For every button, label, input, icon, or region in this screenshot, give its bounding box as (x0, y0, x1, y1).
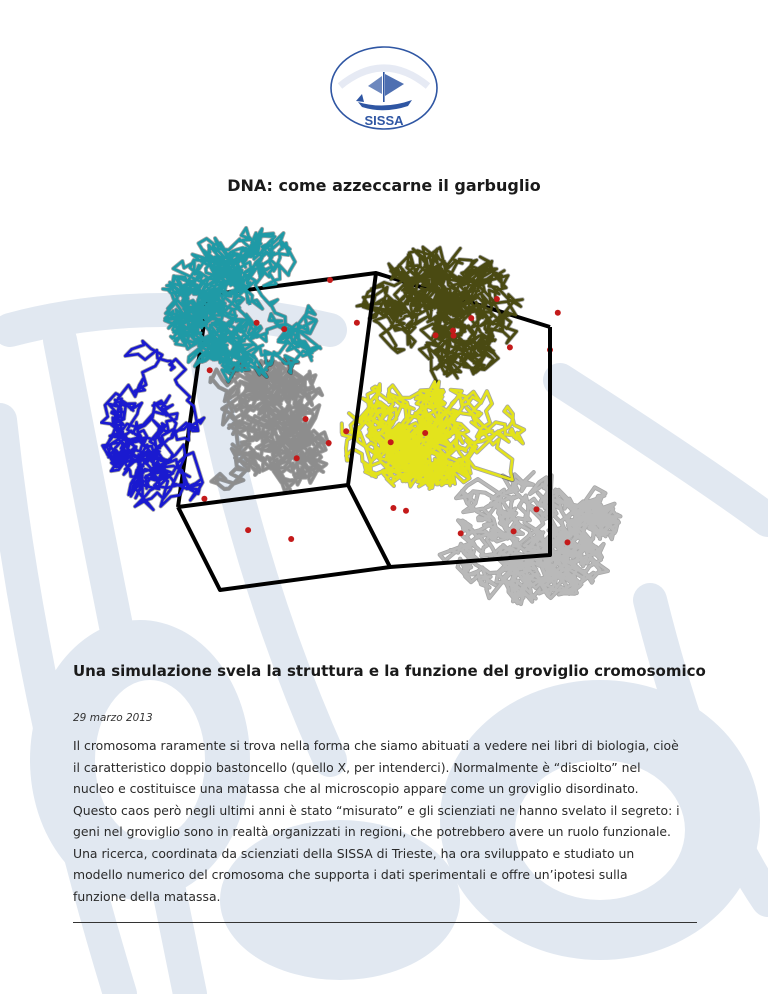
sissa-logo (328, 44, 440, 132)
red-bead (281, 326, 287, 332)
yellow-domain (342, 382, 524, 489)
red-bead (451, 333, 457, 339)
body-line: nucleo e costituisce una matassa che al microscopio appare come un groviglio disordinato. (73, 781, 639, 796)
body-line: il caratteristico doppio bastoncello (quello X, per intenderci). Normalmente è “disciolto” nel (73, 759, 641, 775)
blue-domain (101, 341, 204, 510)
red-bead (354, 320, 360, 326)
olive-domain (357, 247, 523, 381)
red-bead (534, 506, 540, 512)
red-bead (288, 536, 294, 542)
body-line: geni nel groviglio sono in realtà organizzati in regioni, che potrebbero avere un ruolo funzionale. (73, 824, 671, 839)
red-bead (303, 416, 309, 422)
red-bead (458, 530, 464, 536)
article-body (73, 735, 699, 907)
logo-name: SISSA (364, 113, 404, 128)
red-bead (433, 332, 439, 338)
red-bead (245, 527, 251, 533)
red-bead (201, 496, 207, 502)
body-line: Una ricerca, coordinata da scienziati della SISSA di Trieste, ha ora sviluppato e studiato un (73, 845, 635, 861)
red-bead (343, 428, 349, 434)
body-line: Il cromosoma raramente si trova nella forma che siamo abituati a vedere nei libri di biologia, cioè (73, 738, 679, 753)
red-bead (207, 367, 213, 373)
cube-front-edge (178, 507, 390, 590)
red-bead (422, 430, 428, 436)
red-bead (507, 344, 513, 350)
red-bead (511, 528, 517, 534)
red-bead (327, 277, 333, 283)
red-bead (468, 315, 474, 321)
article-subtitle: Una simulazione svela la struttura e la funzione del groviglio cromosomico (73, 662, 706, 680)
red-bead (494, 296, 500, 302)
red-bead (326, 440, 332, 446)
body-line: modello numerico del cromosoma che supporta i dati sperimentali e offre un’ipotesi sulla (73, 867, 628, 882)
body-line: funzione della matassa. (73, 888, 221, 904)
red-bead (403, 508, 409, 514)
red-bead (555, 310, 561, 316)
gray-domain-right (440, 472, 621, 604)
chromosome-simulation-figure (100, 215, 680, 635)
red-bead (254, 320, 260, 326)
red-bead (565, 539, 571, 545)
teal-domain (163, 228, 321, 382)
body-line: Questo caos però negli ultimi anni è stato “misurato” e gli scienziati ne hanno svelato il segreto: i (73, 802, 680, 818)
red-bead (388, 439, 394, 445)
red-bead (294, 455, 300, 461)
horizontal-rule (73, 922, 697, 923)
red-bead (390, 505, 396, 511)
article-date: 29 marzo 2013 (73, 712, 153, 724)
article-title: DNA: come azzeccarne il garbuglio (227, 176, 541, 195)
